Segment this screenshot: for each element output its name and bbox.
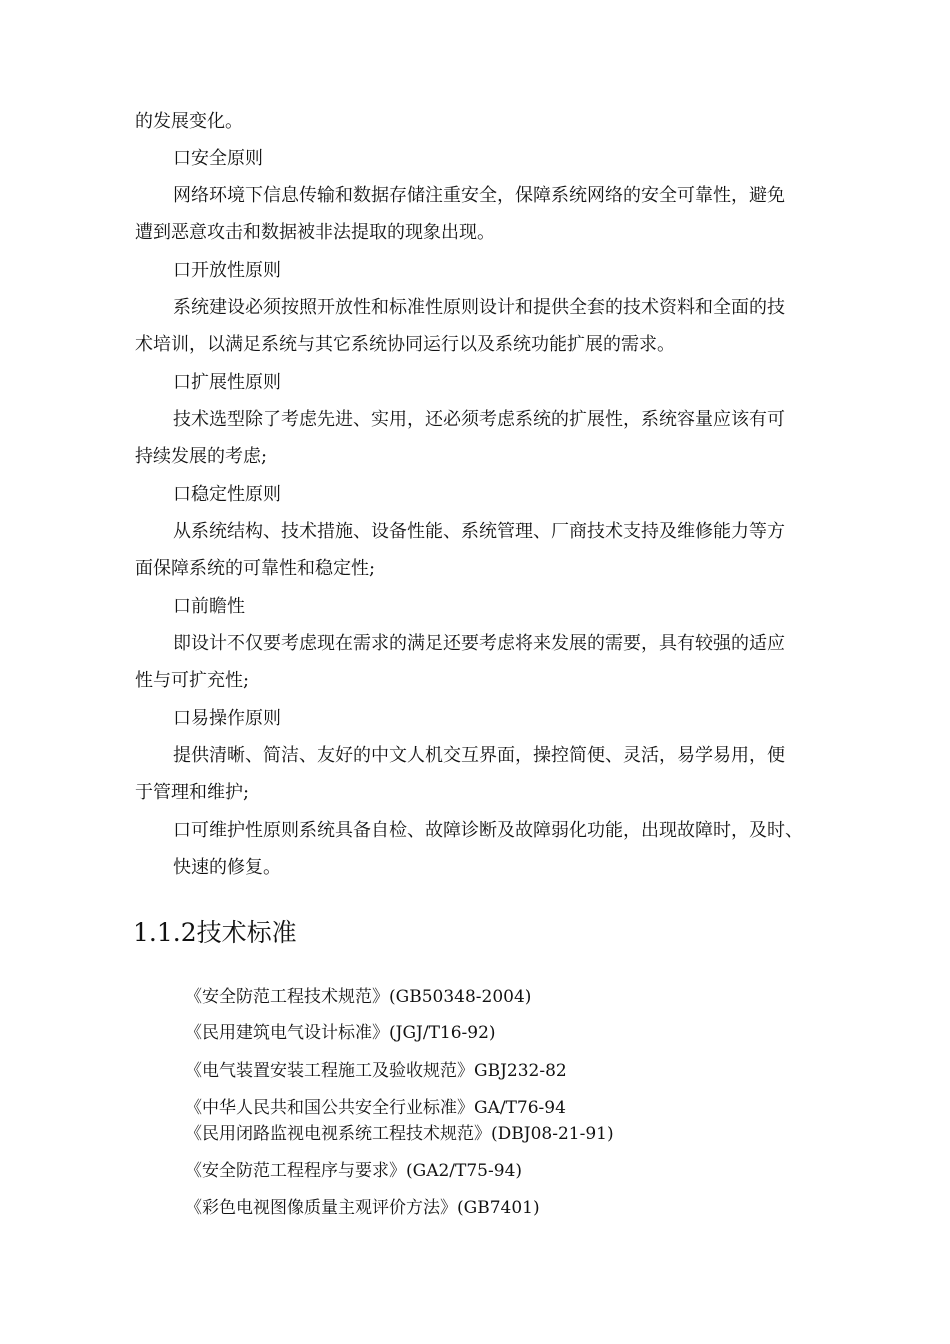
bullet-title-openness: 口开放性原则: [173, 260, 281, 281]
bullet-title-scalability: 口扩展性原则: [173, 372, 281, 393]
paragraph-line: 技术选型除了考虑先进、实用，还必须考虑系统的扩展性，系统容量应该有可: [173, 409, 785, 430]
paragraph-line: 持续发展的考虑;: [135, 446, 268, 467]
paragraph-line: 网络环境下信息传输和数据存储注重安全，保障系统网络的安全可靠性，避免: [173, 185, 785, 206]
standard-item: 《电气装置安装工程施工及验收规范》GBJ232-82: [185, 1061, 567, 1081]
standard-item: 《民用闭路监视电视系统工程技术规范》(DBJ08-21-91): [185, 1124, 614, 1144]
standard-item: 《安全防范工程程序与要求》(GA2/T75-94): [185, 1161, 523, 1181]
paragraph-line: 性与可扩充性;: [135, 670, 250, 691]
paragraph-line: 术培训，以满足系统与其它系统协同运行以及系统功能扩展的需求。: [135, 334, 675, 355]
standard-item: 《民用建筑电气设计标准》(JGJ/T16-92): [185, 1023, 496, 1043]
paragraph-line: 的发展变化。: [135, 111, 243, 132]
bullet-title-usability: 口易操作原则: [173, 708, 281, 729]
paragraph-line: 面保障系统的可靠性和稳定性;: [135, 558, 376, 579]
standard-item: 《中华人民共和国公共安全行业标准》GA/T76-94: [185, 1098, 566, 1118]
paragraph-line: 于管理和维护;: [135, 782, 250, 803]
section-heading: 1.1.2技术标准: [133, 918, 297, 947]
paragraph-line: 遭到恶意攻击和数据被非法提取的现象出现。: [135, 222, 495, 243]
bullet-title-stability: 口稳定性原则: [173, 484, 281, 505]
paragraph-line: 从系统结构、技术措施、设备性能、系统管理、厂商技术支持及维修能力等方: [173, 521, 785, 542]
standard-item: 《彩色电视图像质量主观评价方法》(GB7401): [185, 1198, 540, 1218]
bullet-title-foresight: 口前瞻性: [173, 596, 245, 617]
bullet-title-security: 口安全原则: [173, 148, 263, 169]
paragraph-line: 提供清晰、简洁、友好的中文人机交互界面，操控简便、灵活，易学易用，便: [173, 745, 785, 766]
bullet-maintainability: 口可维护性原则系统具备自检、故障诊断及故障弱化功能，出现故障时，及时、: [173, 820, 803, 841]
paragraph-line: 快速的修复。: [173, 857, 281, 878]
paragraph-line: 系统建设必须按照开放性和标准性原则设计和提供全套的技术资料和全面的技: [173, 297, 785, 318]
paragraph-line: 即设计不仅要考虑现在需求的满足还要考虑将来发展的需要，具有较强的适应: [173, 633, 785, 654]
standard-item: 《安全防范工程技术规范》(GB50348-2004): [185, 987, 532, 1007]
